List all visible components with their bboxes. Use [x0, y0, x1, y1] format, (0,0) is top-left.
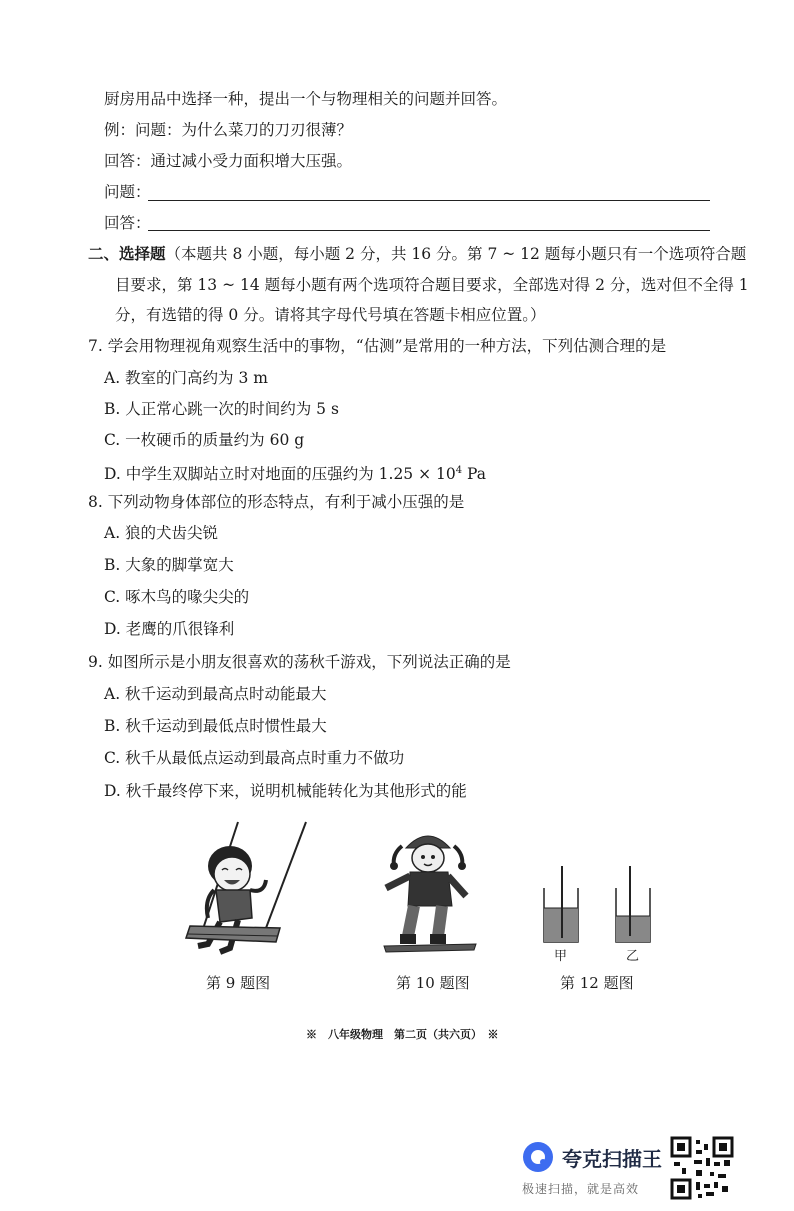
option-d-text: D. 中学生双脚站立时对地面的压强约为 1.25 × 10 [104, 465, 456, 484]
figure-12-cups-illustration [538, 866, 662, 946]
question-8-option-d: D. 老鹰的爪很锋利 [104, 620, 235, 638]
question-7-option-b: B. 人正常心跳一次的时间约为 5 s [104, 400, 339, 418]
example-question: 例：问题：为什么菜刀的刀刃很薄？ [104, 121, 353, 139]
intro-line: 厨房用品中选择一种，提出一个与物理相关的问题并回答。 [104, 90, 508, 108]
question-8-option-c: C. 啄木鸟的喙尖尖的 [104, 588, 250, 606]
figure-9-caption: 第 9 题图 [206, 974, 271, 992]
question-9-option-a: A. 秋千运动到最高点时动能最大 [104, 685, 327, 703]
quark-logo-icon [521, 1140, 555, 1174]
cup-label-right: 乙 [626, 949, 640, 964]
question-9-stem: 9. 如图所示是小朋友很喜欢的荡秋千游戏，下列说法正确的是 [88, 653, 511, 671]
question-7-option-a: A. 教室的门高约为 3 m [104, 369, 268, 387]
question-answer-blank[interactable] [148, 200, 710, 201]
figure-9-swing-illustration [168, 818, 318, 968]
question-8-stem: 8. 下列动物身体部位的形态特点，有利于减小压强的是 [88, 493, 465, 511]
question-7-option-d [104, 460, 486, 485]
question-9-option-d: D. 秋千最终停下来，说明机械能转化为其他形式的能 [104, 782, 467, 800]
answer-label: 回答： [104, 214, 151, 232]
qr-code-icon [670, 1136, 734, 1200]
answer-blank[interactable] [148, 230, 710, 231]
section-instructions-1: （本题共 8 小题，每小题 2 分，共 16 分。第 7 ~ 12 题每小题只有一个选项符合题 [165, 245, 747, 263]
option-d-unit: Pa [462, 465, 487, 484]
question-9-option-b: B. 秋千运动到最低点时惯性最大 [104, 717, 327, 735]
figure-12-caption: 第 12 题图 [560, 974, 634, 992]
cup-label-left: 甲 [554, 949, 568, 964]
section-instructions-2: 目要求，第 13 ~ 14 题每小题有两个选项符合题目要求，全部选对得 2 分，选对但不全得 1 [115, 276, 749, 294]
example-answer: 回答：通过减小受力面积增大压强。 [104, 152, 353, 170]
question-label: 问题： [104, 183, 151, 201]
question-8-option-a: A. 狼的犬齿尖锐 [104, 524, 219, 542]
watermark-tagline: 极速扫描，就是高效 [522, 1182, 640, 1196]
watermark-brand-name: 夸克扫描王 [562, 1147, 662, 1171]
question-7-stem: 7. 学会用物理视角观察生活中的事物，“估测”是常用的一种方法，下列估测合理的是 [88, 337, 667, 355]
figure-10-caption: 第 10 题图 [396, 974, 470, 992]
question-8-option-b: B. 大象的脚掌宽大 [104, 556, 234, 574]
question-7-option-c: C. 一枚硬币的质量约为 60 g [104, 431, 305, 449]
question-9-option-c: C. 秋千从最低点运动到最高点时重力不做功 [104, 749, 405, 767]
option-d-exponent: 4 [455, 465, 463, 476]
section-heading [88, 243, 746, 265]
figure-10-snowboarder-illustration [380, 826, 480, 960]
page-footer: ※ 八年级物理 第二页（共六页） ※ [306, 1028, 499, 1041]
section-instructions-3: 分，有选错的得 0 分。请将其字母代号填在答题卡相应位置。） [115, 306, 546, 324]
section-title: 二、选择题 [88, 244, 166, 263]
